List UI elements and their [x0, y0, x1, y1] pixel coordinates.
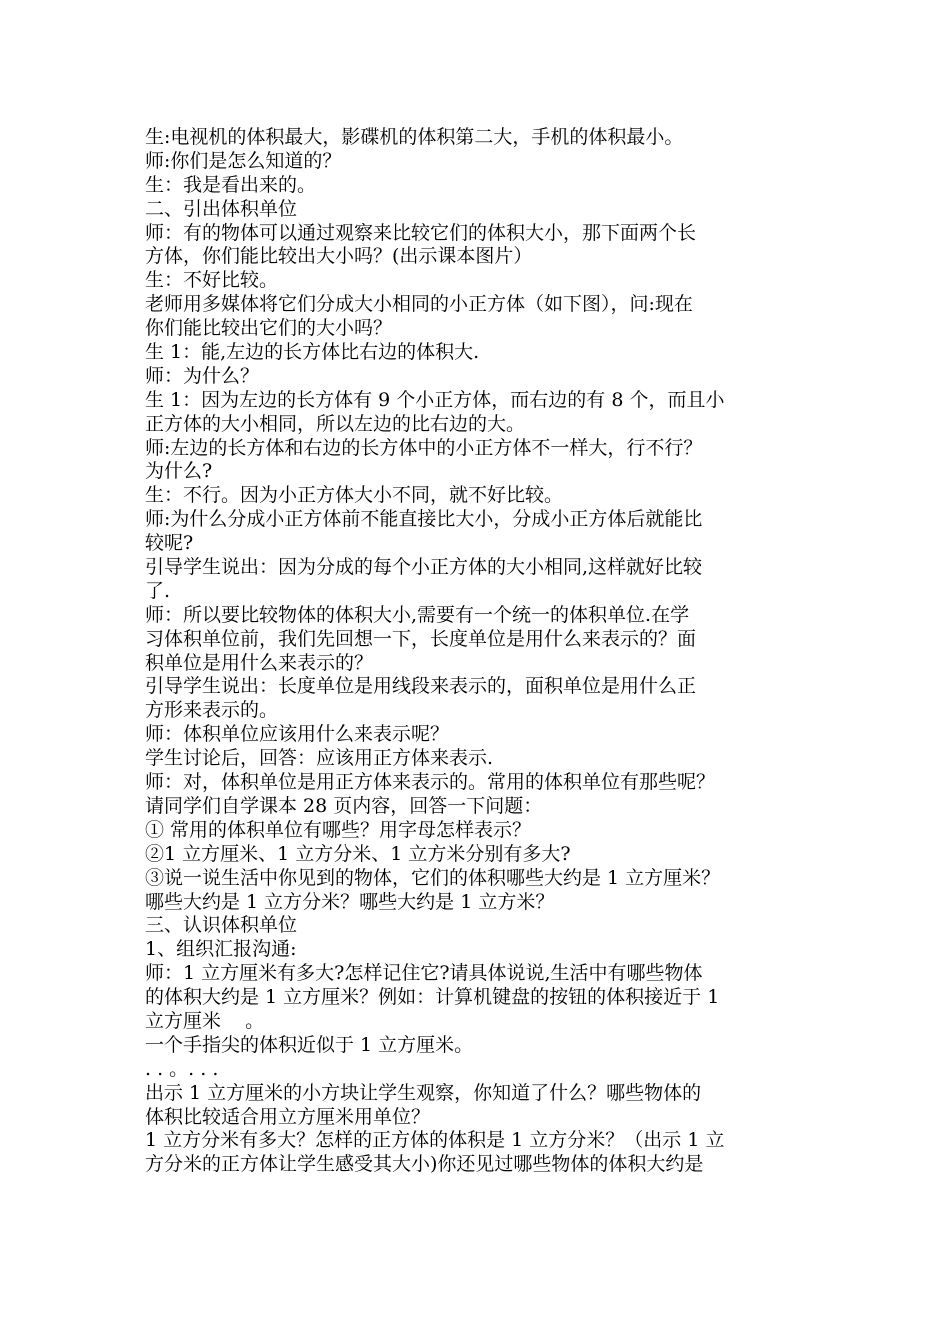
text-line: 了. — [145, 579, 171, 602]
text-line: 为什么? — [145, 460, 213, 483]
text-line: 师:为什么分成小正方体前不能直接比大小，分成小正方体后就能比 — [145, 508, 703, 531]
text-line: 习体积单位前，我们先回想一下，长度单位是用什么来表示的？面 — [145, 627, 697, 650]
text-line: 生：不好比较。 — [145, 269, 279, 292]
section-heading: 二、引出体积单位 — [145, 197, 298, 220]
text-line: 师:你们是怎么知道的？ — [145, 149, 342, 172]
ellipsis-line: . . 。. . . — [145, 1057, 219, 1080]
list-item: ②1 立方厘米、1 立方分米、1 立方米分别有多大? — [145, 842, 571, 865]
text-line: 师：体积单位应该用什么来表示呢？ — [145, 723, 450, 746]
text-line: 师：有的物体可以通过观察来比较它们的体积大小，那下面两个长 — [145, 221, 697, 244]
list-item: ① 常用的体积单位有哪些？用字母怎样表示？ — [145, 818, 532, 841]
text-line: 师：对，体积单位是用正方体来表示的。常用的体积单位有那些呢？ — [145, 771, 716, 794]
text-line: 哪些大约是 1 立方分米？哪些大约是 1 立方米？ — [145, 890, 555, 913]
text-line: 生 1：能,左边的长方体比右边的体积大. — [145, 341, 480, 364]
text-line: 生:电视机的体积最大，影碟机的体积第二大，手机的体积最小。 — [145, 126, 684, 148]
text-line: 师：1 立方厘米有多大?怎样记住它?请具体说说,生活中有哪些物体 — [145, 962, 703, 985]
text-line: 正方体的大小相同，所以左边的比右边的大。 — [145, 412, 526, 435]
text-line: 的体积大约是 1 立方厘米？例如：计算机键盘的按钮的体积接近于 1 — [145, 986, 720, 1009]
text-line: 较呢? — [145, 532, 194, 555]
text-line: 一个手指尖的体积近似于 1 立方厘米。 — [145, 1033, 474, 1056]
text-line: 方体，你们能比较出大小吗？(出示课本图片） — [145, 245, 533, 268]
text-line: 请同学们自学课本 28 页内容，回答一下问题： — [145, 794, 543, 817]
text-line: 师：为什么？ — [145, 364, 260, 387]
text-line: 体积比较适合用立方厘米用单位？ — [145, 1105, 431, 1128]
text-line: 出示 1 立方厘米的小方块让学生观察，你知道了什么？哪些物体的 — [145, 1081, 702, 1104]
text-line: 老师用多媒体将它们分成大小相同的小正方体（如下图），问:现在 — [145, 293, 693, 316]
text-line: 生 1：因为左边的长方体有 9 个小正方体，而右边的有 8 个，而且小 — [145, 388, 725, 411]
text-line: 师:左边的长方体和右边的长方体中的小正方体不一样大，行不行？ — [145, 436, 703, 459]
text-line: 师：所以要比较物体的体积大小,需要有一个统一的体积单位.在学 — [145, 603, 690, 626]
text-line: 立方厘米 。 — [145, 1009, 265, 1032]
text-line: 生：不行。因为小正方体大小不同，就不好比较。 — [145, 484, 564, 507]
text-line: 引导学生说出：因为分成的每个小正方体的大小相同,这样就好比较 — [145, 556, 703, 579]
text-line: 生：我是看出来的。 — [145, 173, 317, 196]
text-line: 方分米的正方体让学生感受其大小)你还见过哪些物体的体积大约是 — [145, 1153, 704, 1176]
text-line: 1 立方分米有多大？怎样的正方体的体积是 1 立方分米？（出示 1 立 — [145, 1129, 725, 1152]
text-line: 学生讨论后，回答：应该用正方体来表示. — [145, 747, 494, 770]
subsection-heading: 1、组织汇报沟通: — [145, 938, 297, 961]
text-line: 你们能比较出它们的大小吗？ — [145, 317, 393, 340]
section-heading: 三、认识体积单位 — [145, 914, 298, 937]
text-line: 引导学生说出：长度单位是用线段来表示的，面积单位是用什么正 — [145, 675, 697, 698]
text-line: 方形来表示的。 — [145, 699, 279, 722]
text-line: 积单位是用什么来表示的？ — [145, 651, 374, 674]
list-item: ③说一说生活中你见到的物体，它们的体积哪些大约是 1 立方厘米？ — [145, 866, 721, 889]
document-body — [145, 126, 835, 1177]
